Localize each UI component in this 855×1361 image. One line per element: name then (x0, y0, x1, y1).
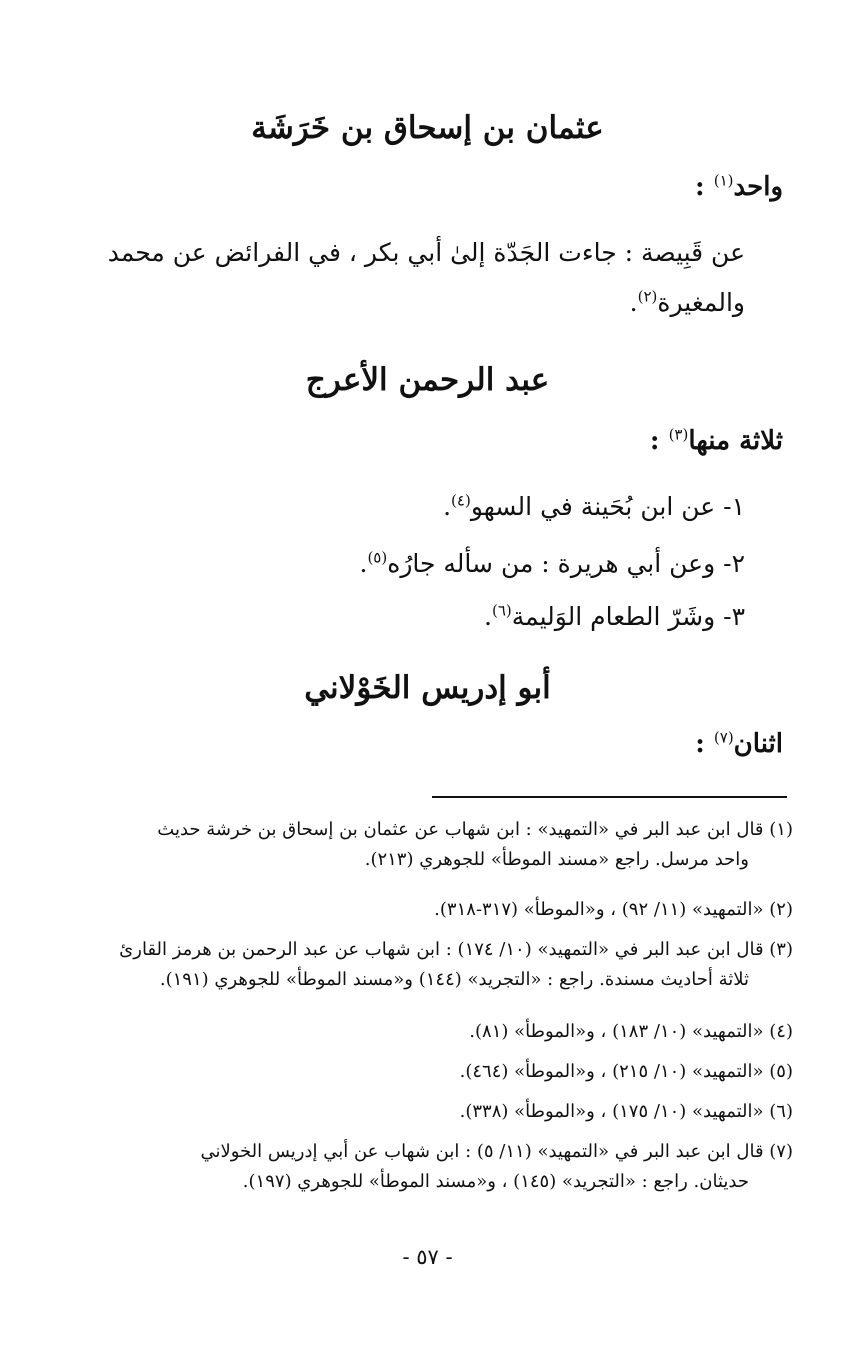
period: . (484, 602, 492, 631)
footnote-line: (٥) «التمهيد» (١٠/ ٢١٥) ، و«الموطأ» (٤٦٤). (459, 1061, 793, 1082)
footnote-line: (٢) «التمهيد» (١١/ ٩٢) ، و«الموطأ» (٣١٧-٣١٨). (434, 899, 793, 920)
footnote-line: (١) قال ابن عبد البر في «التمهيد» : ابن شهاب عن عثمان بن إسحاق بن خرشة حديث (157, 819, 793, 840)
period: . (629, 288, 638, 317)
footnote-line: (٤) «التمهيد» (١٠/ ١٨٣) ، و«الموطأ» (٨١). (469, 1021, 793, 1042)
count-label-thalatha (650, 424, 783, 458)
footnote-ref: (٤) (451, 491, 471, 510)
footnote-ref: (٦) (491, 601, 512, 620)
footnote-line: حديثان. راجع : «التجريد» (١٤٥) ، و«مسند الموطأ» للجوهري (١٩٧). (242, 1171, 749, 1192)
footnote-line: واحد مرسل. راجع «مسند الموطأ» للجوهري (٢١٣). (364, 849, 749, 870)
footnote-line: (٣) قال ابن عبد البر في «التمهيد» (١٠/ ١٧٤) : ابن شهاب عن عبد الرحمن بن هرمز القارئ (119, 939, 793, 960)
footnote-2 (44, 895, 793, 925)
list-item-text: ١- عن ابن بُحَينة في السهو (470, 492, 745, 521)
footnote-line: (٦) «التمهيد» (١٠/ ١٧٥) ، و«الموطأ» (٣٣٨). (459, 1101, 793, 1122)
list-item-text: ٢- وعن أبي هريرة : من سأله جارُه (387, 549, 745, 578)
footnote-line: ثلاثة أحاديث مسندة. راجع : «التجريد» (١٤٤) و«مسند الموطأ» للجوهري (١٩١). (159, 969, 749, 990)
footnote-5 (44, 1057, 793, 1087)
footnote-6 (44, 1097, 793, 1127)
footnote-separator (432, 796, 787, 798)
footnote-7 (44, 1137, 793, 1197)
count-label-text: واحد (733, 172, 783, 202)
footnote-ref: (٣) (668, 425, 689, 444)
footnote-1 (44, 815, 793, 875)
footnote-ref: (٧) (713, 728, 734, 747)
count-label-ithnan (695, 727, 783, 761)
section-heading-khawlani: أبو إدريس الخَوْلاني (304, 670, 551, 706)
period: . (443, 492, 452, 521)
footnote-ref: (١) (713, 171, 734, 190)
period: . (359, 549, 368, 578)
section-heading-araj: عبد الرحمن الأعرج (305, 362, 550, 398)
list-item (484, 600, 745, 634)
count-label-wahid (695, 170, 783, 204)
list-item (359, 547, 745, 581)
hadith-line: عن قَبِيصة : جاءت الجَدّة إلىٰ أبي بكر ، في الفرائض عن محمد (107, 238, 745, 267)
count-label-text: اثنان (733, 729, 783, 759)
hadith-text (40, 228, 745, 328)
section-heading-uthman: عثمان بن إسحاق بن خَرَشَة (251, 110, 604, 146)
hadith-line (40, 278, 745, 328)
colon: : (649, 426, 660, 456)
footnote-3 (44, 935, 793, 995)
footnote-ref: (٥) (367, 548, 388, 567)
colon: : (695, 172, 705, 202)
hadith-line-text: والمغيرة (657, 288, 745, 317)
list-item-text: ٣- وشَرّ الطعام الوَليمة (511, 602, 745, 631)
footnote-ref: (٢) (637, 287, 658, 306)
footnote-4 (44, 1017, 793, 1047)
colon: : (695, 729, 705, 759)
page-number: - ٥٧ - (402, 1245, 453, 1269)
footnote-line: (٧) قال ابن عبد البر في «التمهيد» (١١/ ٥) : ابن شهاب عن أبي إدريس الخولاني (200, 1141, 793, 1162)
count-label-text: ثلاثة منها (688, 426, 783, 456)
list-item (443, 490, 745, 524)
